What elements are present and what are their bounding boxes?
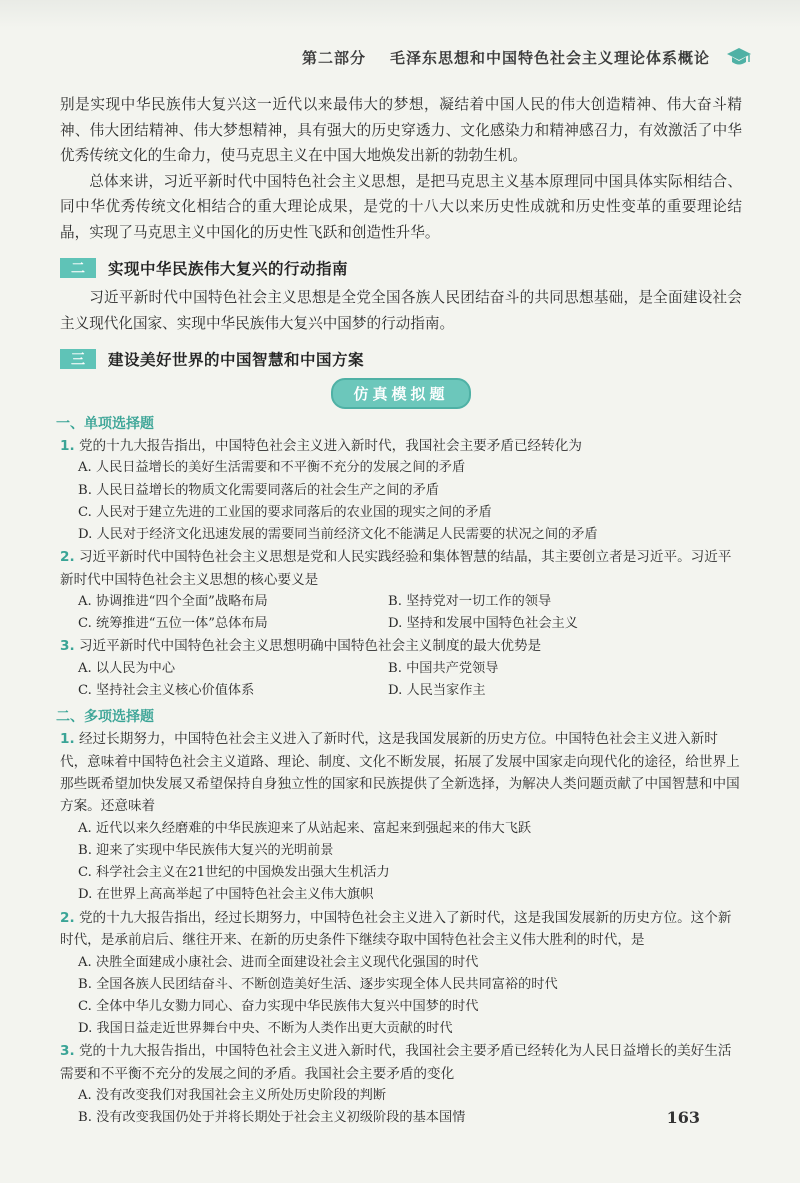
option: C. 统筹推进“五位一体”总体布局 [78, 616, 268, 632]
option: C. 全体中华儿女勠力同心、奋力实现中华民族伟大复兴中国梦的时代 [78, 998, 479, 1014]
question-text: 习近平新时代中国特色社会主义思想是党和人民实践经验和集体智慧的结晶，其主要创立者是习近平。习近平新时代中国特色社会主义思想的核心要义是 [60, 549, 732, 588]
section-title: 建设美好世界的中国智慧和中国方案 [108, 351, 365, 369]
question-number: 1. [60, 731, 75, 748]
question-text: 党的十九大报告指出，经过长期努力，中国特色社会主义进入了新时代，这是我国发展新的历史方位。这个新时代，是承前启后、继往开来、在新的历史条件下继续夺取中国特色社会主义伟大胜利的时代，是 [60, 909, 732, 949]
question-text: 经过长期努力，中国特色社会主义进入了新时代，这是我国发展新的历史方位。中国特色社会主义进入新时代，意味着中国特色社会主义道路、理论、制度、文化不断发展，拓展了发展中国家走向现代化的途径，给世界上那些既希望加快发展又希望保持自身独立性的国家和民族提供了全新选择，为解决人类问题贡献了中国智慧和中国方案。还意味着 [60, 731, 740, 815]
question [60, 907, 742, 952]
option: B. 全国各族人民团结奋斗、不断创造美好生活、逐步实现全体人民共同富裕的时代 [78, 976, 558, 992]
option: D. 人民对于经济文化迅速发展的需要同当前经济文化不能满足人民需要的状况之间的矛盾 [78, 527, 598, 543]
option: A. 以人民为中心 [78, 660, 176, 676]
option: C. 坚持社会主义核心价值体系 [78, 683, 255, 699]
option: B. 中国共产党领导 [388, 660, 499, 676]
running-header [302, 46, 752, 68]
page-number: 163 [666, 1108, 700, 1127]
section-title: 实现中华民族伟大复兴的行动指南 [108, 260, 349, 278]
option: A. 决胜全面建成小康社会、进而全面建设社会主义现代化强国的时代 [78, 954, 479, 970]
option: D. 坚持和发展中国特色社会主义 [388, 616, 578, 632]
option: A. 没有改变我们对我国社会主义所处历史阶段的判断 [78, 1088, 387, 1104]
option: B. 坚持党对一切工作的领导 [388, 594, 552, 610]
top-margin-band [0, 0, 800, 28]
question-number: 3. [60, 638, 75, 655]
question-number: 1. [60, 438, 75, 454]
option: D. 我国日益走近世界舞台中央、不断为人类作出更大贡献的时代 [78, 1021, 453, 1037]
section-number-badge: 三 [60, 349, 96, 369]
question [60, 635, 742, 657]
option: B. 人民日益增长的物质文化需要同落后的社会生产之间的矛盾 [78, 482, 439, 498]
question-text: 党的十九大报告指出，中国特色社会主义进入新时代，我国社会主要矛盾已经转化为人民日益增长的美好生活需要和不平衡不充分的发展之间的矛盾。我国社会主要矛盾的变化 [60, 1043, 732, 1082]
option: A. 协调推进“四个全面”战略布局 [78, 594, 268, 610]
section-heading-3 [60, 348, 742, 370]
paragraph: 总体来讲，习近平新时代中国特色社会主义思想，是把马克思主义基本原理同中国具体实际相结合、同中华优秀传统文化相结合的重大理论成果，是党的十八大以来历史性成就和历史性变革的重要理论结晶，实现了马克思主义中国化的历史性飞跃和创造性升华。 [60, 172, 742, 241]
option: D. 在世界上高高举起了中国特色社会主义伟大旗帜 [78, 887, 374, 903]
section-number-badge: 二 [60, 258, 96, 278]
option: C. 科学社会主义在21世纪的中国焕发出强大生机活力 [78, 865, 390, 881]
option: A. 近代以来久经磨难的中华民族迎来了从站起来、富起来到强起来的伟大飞跃 [78, 820, 532, 836]
option-grid [60, 658, 742, 702]
paragraph: 别是实现中华民族伟大复兴这一近代以来最伟大的梦想，凝结着中国人民的伟大创造精神、伟大奋斗精神、伟大团结精神、伟大梦想精神，具有强大的历史穿透力、文化感染力和精神感召力，有效激活了中华优秀传统文化的生命力，使马克思主义在中国大地焕发出新的勃勃生机。 [60, 96, 742, 164]
question-text: 党的十九大报告指出，中国特色社会主义进入新时代，我国社会主要矛盾已经转化为 [78, 438, 582, 454]
option-grid [60, 591, 742, 635]
question [60, 435, 742, 457]
banner-wrap [60, 378, 742, 409]
question-number: 3. [60, 1043, 75, 1060]
graduation-cap-icon [726, 46, 752, 68]
question-type-heading: 一、单项选择题 [56, 416, 154, 432]
paragraph: 习近平新时代中国特色社会主义思想是全党全国各族人民团结奋斗的共同思想基础，是全面建设社会主义现代化国家、实现中华民族伟大复兴中国梦的行动指南。 [60, 289, 742, 332]
section-heading-2 [60, 257, 742, 279]
question-text: 习近平新时代中国特色社会主义思想明确中国特色社会主义制度的最大优势是 [78, 638, 542, 655]
header-title: 毛泽东思想和中国特色社会主义理论体系概论 [389, 48, 710, 67]
question-type-heading: 二、多项选择题 [56, 709, 154, 726]
header-part: 第二部分 [301, 48, 366, 67]
page-body [56, 92, 742, 1130]
question [60, 728, 742, 818]
option: C. 人民对于建立先进的工业国的要求同落后的农业国的现实之间的矛盾 [78, 504, 492, 520]
option: B. 迎来了实现中华民族伟大复兴的光明前景 [78, 843, 334, 859]
question [60, 1040, 742, 1085]
option: A. 人民日益增长的美好生活需要和不平衡不充分的发展之间的矛盾 [78, 460, 466, 476]
question-number: 2. [60, 909, 75, 926]
practice-banner: 仿真模拟题 [331, 378, 470, 409]
option: B. 没有改变我国仍处于并将长期处于社会主义初级阶段的基本国情 [78, 1110, 466, 1126]
question [60, 546, 742, 591]
option: D. 人民当家作主 [388, 683, 486, 699]
question-number: 2. [60, 549, 75, 566]
